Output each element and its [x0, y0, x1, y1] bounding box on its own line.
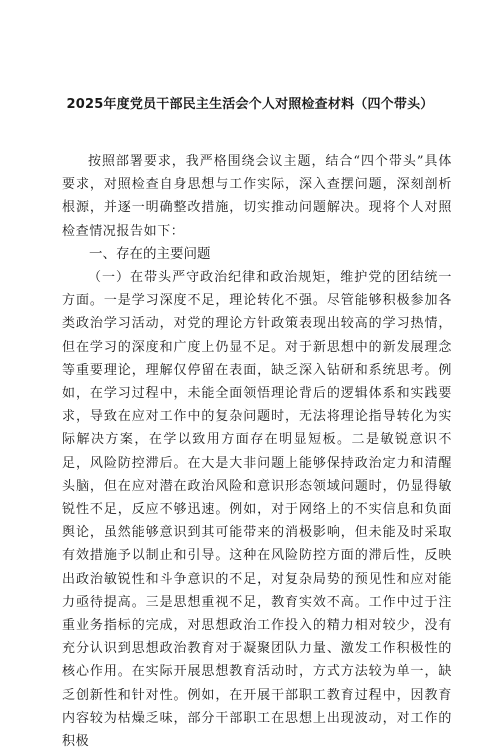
- body-paragraph: （一）在带头严守政治纪律和政治规矩，维护党的团结统一方面。一是学习深度不足，理论转化不强。尽管能够积极参加各类政治学习活动，对党的理论方针政策表现出较高的学习热情，但在学习的深度和广度上仍显不足。对于新思想中的新发展理念等重要理论，理解仅停留在表面，缺乏深入钻研和系统思考。例如，在学习过程中，未能全面领悟理论背后的逻辑体系和实践要求，导致在应对工作中的复杂问题时，无法将理论指导转化为实际解决方案，在学以致用方面存在明显短板。二是敏锐意识不足，风险防控滞后。在大是大非问题上能够保持政治定力和清醒头脑，但在应对潜在政治风险和意识形态领域问题时，仍显得敏锐性不足，反应不够迅速。例如，对于网络上的不实信息和负面舆论，虽然能够意识到其可能带来的消极影响，但未能及时采取有效措施予以制止和引导。这种在风险防控方面的滞后性，反映出政治敏锐性和斗争意识的不足，对复杂局势的预见性和应对能力亟待提高。三是思想重视不足，教育实效不高。工作中过于注重业务指标的完成，对思想政治工作投入的精力相对较少，没有充分认识到思想政治教育对于凝聚团队力量、激发工作积极性的核心作用。在实际开展思想教育活动时，方式方法较为单一，缺乏创新性和针对性。例如，在开展干部职工教育过程中，因教育内容较为枯燥乏味，部分干部职工在思想上出现波动，对工作的积极: [62, 270, 452, 750]
- document-body: [62, 150, 452, 753]
- document-title: 2025年度党员干部民主生活会个人对照检查材料（四个带头）: [66, 97, 434, 112]
- intro-paragraph: 按照部署要求，我严格围绕会议主题，结合“四个带头”具体要求，对照检查自身思想与工作实际，深入查摆问题，深刻剖析根源，并逐一明确整改措施，切实推动问题解决。现将个人对照检查情况报告如下：: [62, 154, 452, 239]
- section-heading: 一、存在的主要问题: [89, 245, 211, 262]
